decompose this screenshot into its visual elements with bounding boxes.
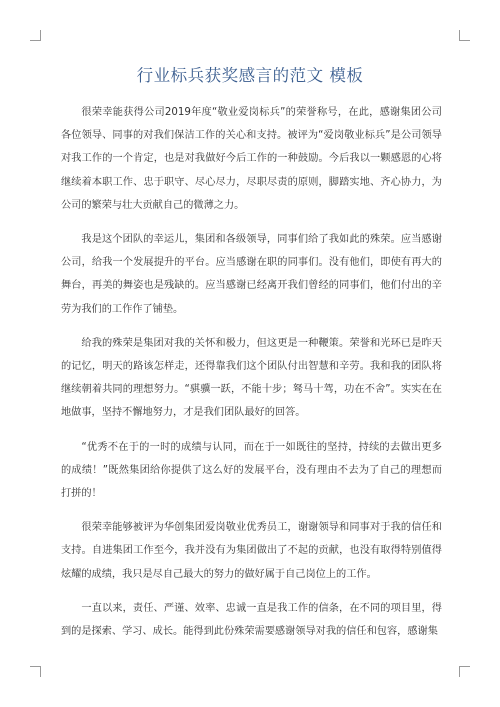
crop-mark-bottom-right <box>459 666 470 677</box>
crop-mark-bottom-left <box>30 666 41 677</box>
paragraph-3: 给我的殊荣是集团对我的关怀和极力，但这更是一种鞭策。荣誉和光环已是昨天的记忆，明天的路该怎样走，还得靠我们这个团队付出智慧和辛劳。我和我的团队将继续朝着共同的理想努力。“骐骥一跃，不能十步；驽马十驾，功在不舍”。实实在在地做事，坚持不懈地努力，才是我们团队最好的回答。 <box>61 337 442 419</box>
document-body <box>61 101 442 654</box>
paragraph-1: 很荣幸能获得公司2019年度“敬业爱岗标兵”的荣誉称号，在此，感谢集团公司各位领导、同事的对我们保洁工作的关心和支持。被评为“爱岗敬业标兵”是公司领导对我工作的一个肯定，也是对我做好今后工作的一种鼓励。今后我以一颗感恩的心将继续着本职工作、忠于职守、尽心尽力，尽职尽责的原则，脚踏实地、齐心协力，为公司的繁荣与壮大贡献自己的微薄之力。 <box>61 107 442 211</box>
document-title: 行业标兵获奖感言的范文 模板 <box>136 66 364 85</box>
crop-mark-top-left <box>30 30 41 41</box>
crop-mark-top-right <box>459 30 470 41</box>
paragraph-4: “优秀不在于的一时的成绩与认同，而在于一如既往的坚持，持续的去做出更多的成绩！”既然集团给你提供了这么好的发展平台，没有理由不去为了自己的理想而打拼的！ <box>61 441 442 500</box>
paragraph-5: 很荣幸能够被评为华创集团爱岗敬业优秀员工，谢谢领导和同事对于我的信任和支持。自进集团工作至今，我并没有为集团做出了不起的贡献，也没有取得特别值得炫耀的成绩，我只是尽自己最大的努力的做好属于自己岗位上的工作。 <box>61 522 442 580</box>
paragraph-6: 一直以来，责任、严谨、效率、忠诚一直是我工作的信条，在不同的项目里，得到的是探索、学习、成长。能得到此份殊荣需要感谢领导对我的信任和包容，感谢集 <box>61 602 442 638</box>
paragraph-2: 我是这个团队的幸运儿，集团和各级领导，同事们给了我如此的殊荣。应当感谢公司，给我一个发展提升的平台。应当感谢在职的同事们。没有他们，即使有再大的舞台，再美的舞姿也是残缺的。应当感谢已经离开我们曾经的同事们，他们付出的辛劳为我们的工作作了铺垫。 <box>61 234 442 315</box>
